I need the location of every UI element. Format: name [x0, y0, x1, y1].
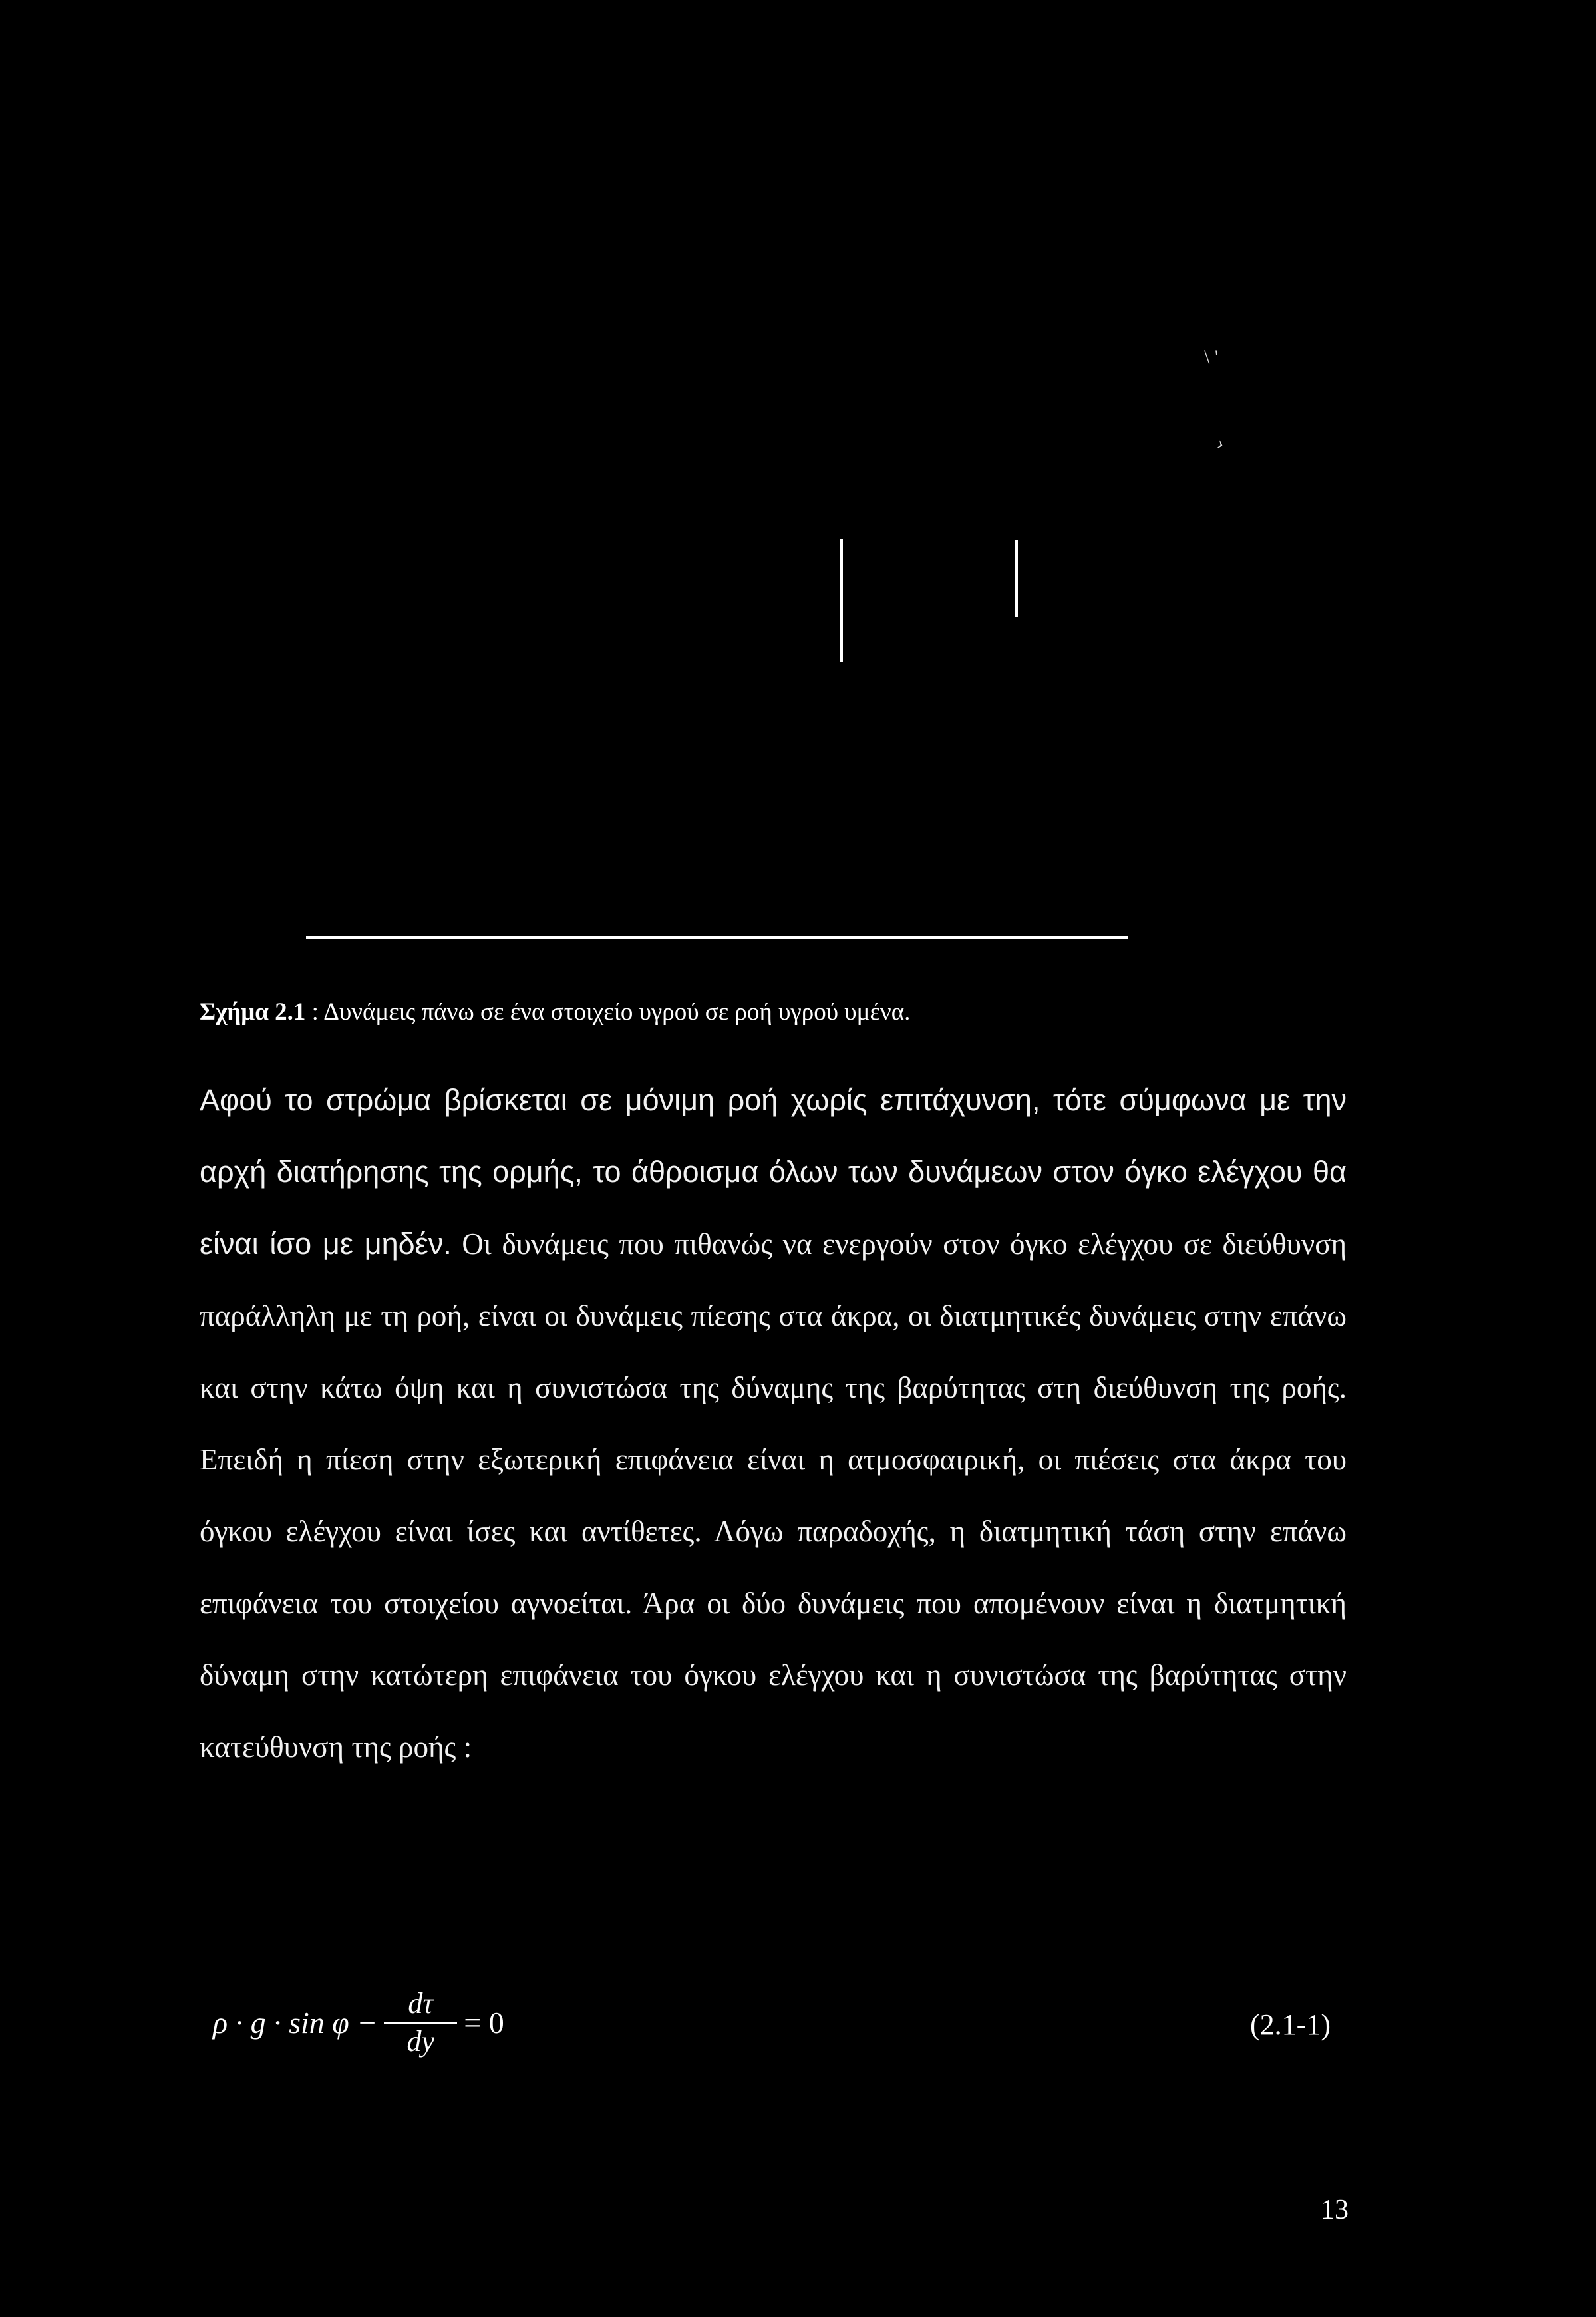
fraction-bar — [384, 2022, 457, 2024]
figure-line — [840, 539, 843, 662]
body-paragraph — [200, 1064, 1347, 1783]
figure-mark: \ ' — [1204, 346, 1219, 368]
paragraph-sentence: Επειδή η πίεση στην εξωτερική επιφάνεια είναι η ατμοσφαιρική, οι πιέσεις στα άκρα του όγκου ελέγχου είναι ίσες και αντίθετες. — [200, 1443, 1347, 1548]
figure-caption — [200, 998, 910, 1026]
equation-rhs: = 0 — [464, 2005, 504, 2040]
fraction-numerator: dτ — [408, 1986, 434, 2020]
equation-number: (2.1-1) — [1250, 2008, 1331, 2041]
figure-baseline — [306, 936, 1128, 939]
equation-lhs: ρ · g · sin φ − — [213, 2005, 378, 2040]
caption-text: Δυνάμεις πάνω σε ένα στοιχείο υγρού σε ροή υγρού υμένα. — [323, 999, 911, 1026]
paragraph-sentence: Οι δυνάμεις που πιθανώς να ενεργούν στον όγκο ελέγχου σε διεύθυνση παράλληλη με τη ροή, είναι οι δυνάμεις πίεσης στα άκρα, οι διατμητικές δυνάμεις στην επάνω και στην κάτω όψη και η συνιστώσα της δύναμης της βαρύτητας στη διεύθυνση της ροής. — [200, 1227, 1347, 1404]
paragraph-sentence: Λόγω παραδοχής, η διατμητική τάση στην επάνω επιφάνεια του στοιχείου αγνοείται. — [200, 1515, 1347, 1620]
paragraph-sentence: Άρα οι δύο δυνάμεις που απομένουν είναι η διατμητική δύναμη στην κατώτερη επιφάνεια του όγκου ελέγχου και η συνιστώσα της βαρύτητας στην κατεύθυνση της ροής : — [200, 1587, 1347, 1764]
equation-formula — [213, 1982, 504, 2062]
figure-mark: › — [1213, 432, 1228, 455]
caption-separator: : — [305, 999, 324, 1026]
equation-2-1-1 — [213, 1969, 1357, 2076]
paragraph-sentence: Αφού το στρώμα βρίσκεται σε μόνιμη ροή χωρίς επιτάχυνση, τότε σύμφωνα με την αρχή διατήρησης της ορμής, το άθροισμα όλων των δυνάμεων στον όγκο ελέγχου θα είναι ίσο με μηδέν. — [200, 1083, 1347, 1261]
page-number: 13 — [1321, 2195, 1349, 2225]
figure-label: Σχήμα 2.1 — [200, 999, 306, 1026]
equation-fraction — [384, 1987, 457, 2058]
fraction-denominator: dy — [406, 2024, 435, 2058]
figure-line — [1015, 540, 1018, 617]
